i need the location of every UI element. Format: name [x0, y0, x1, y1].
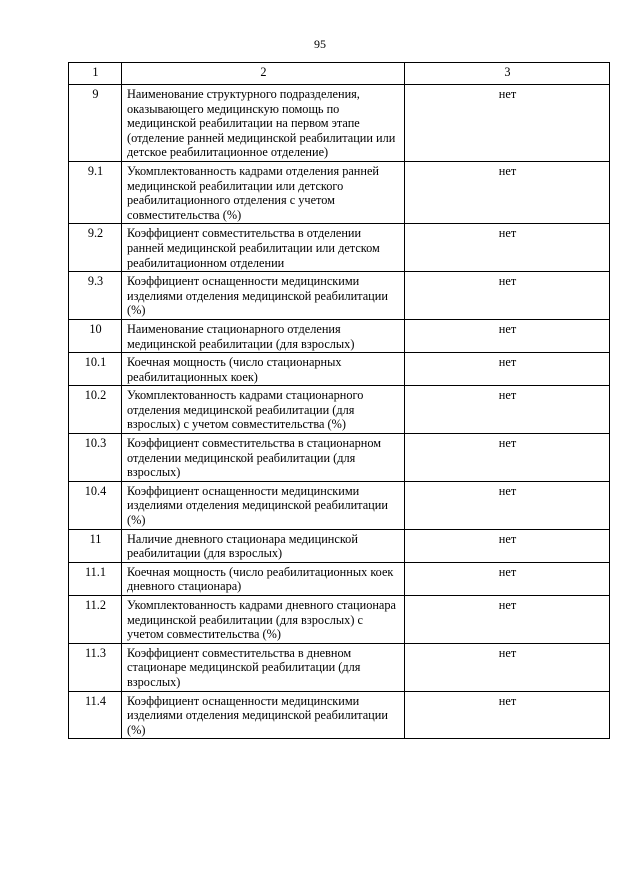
row-value: нет: [405, 434, 610, 482]
row-number: 11.4: [69, 691, 122, 739]
row-number: 10: [69, 319, 122, 352]
row-value: нет: [405, 529, 610, 562]
table-row: [69, 596, 610, 644]
table-row: [69, 643, 610, 691]
row-value: нет: [405, 596, 610, 644]
table-row: [69, 562, 610, 595]
row-number: 9.1: [69, 161, 122, 223]
row-description: Укомплектованность кадрами дневного стационара медицинской реабилитации (для взрослых) с учетом совместительства (%): [122, 596, 405, 644]
row-number: 10.2: [69, 386, 122, 434]
indicator-table: [68, 62, 610, 739]
row-description: Коечная мощность (число реабилитационных коек дневного стационара): [122, 562, 405, 595]
row-value: нет: [405, 562, 610, 595]
row-value: нет: [405, 643, 610, 691]
row-description: Коэффициент совместительства в отделении ранней медицинской реабилитации или детском реабилитационном отделении: [122, 224, 405, 272]
row-value: нет: [405, 481, 610, 529]
row-number: 9.3: [69, 272, 122, 320]
row-number: 11.3: [69, 643, 122, 691]
row-description: Коэффициент оснащенности медицинскими изделиями отделения медицинской реабилитации (%): [122, 481, 405, 529]
row-value: нет: [405, 272, 610, 320]
row-description: Укомплектованность кадрами стационарного отделения медицинской реабилитации (для взрослых) с учетом совместительства (%): [122, 386, 405, 434]
table-row: [69, 529, 610, 562]
row-number: 11: [69, 529, 122, 562]
row-value: нет: [405, 691, 610, 739]
table-header-row: [69, 63, 610, 85]
row-number: 10.4: [69, 481, 122, 529]
row-number: 10.1: [69, 353, 122, 386]
row-number: 10.3: [69, 434, 122, 482]
row-description: Коэффициент совместительства в дневном стационаре медицинской реабилитации (для взрослых): [122, 643, 405, 691]
row-description: Коэффициент оснащенности медицинскими изделиями отделения медицинской реабилитации (%): [122, 272, 405, 320]
row-number: 11.1: [69, 562, 122, 595]
row-description: Укомплектованность кадрами отделения ранней медицинской реабилитации или детского реабилитационного отделения с учетом совместительства (%): [122, 161, 405, 223]
row-description: Наименование структурного подразделения, оказывающего медицинскую помощь по медицинской реабилитации на первом этапе (отделение ранней медицинской реабилитации или детское реабилитационное отделение): [122, 85, 405, 162]
row-description: Коэффициент совместительства в стационарном отделении медицинской реабилитации (для взрослых): [122, 434, 405, 482]
row-value: нет: [405, 353, 610, 386]
row-description: Наличие дневного стационара медицинской реабилитации (для взрослых): [122, 529, 405, 562]
table-row: [69, 224, 610, 272]
table-row: [69, 386, 610, 434]
column-header-number: 1: [69, 63, 122, 85]
row-description: Коечная мощность (число стационарных реабилитационных коек): [122, 353, 405, 386]
row-number: 9: [69, 85, 122, 162]
row-value: нет: [405, 85, 610, 162]
table-row: [69, 353, 610, 386]
row-description: Наименование стационарного отделения медицинской реабилитации (для взрослых): [122, 319, 405, 352]
table-row: [69, 434, 610, 482]
row-number: 9.2: [69, 224, 122, 272]
row-description: Коэффициент оснащенности медицинскими изделиями отделения медицинской реабилитации (%): [122, 691, 405, 739]
table-row: [69, 691, 610, 739]
row-number: 11.2: [69, 596, 122, 644]
row-value: нет: [405, 319, 610, 352]
table-row: [69, 85, 610, 162]
table-row: [69, 161, 610, 223]
row-value: нет: [405, 224, 610, 272]
row-value: нет: [405, 161, 610, 223]
page-number: 95: [314, 37, 326, 51]
column-header-value: 3: [405, 63, 610, 85]
table-row: [69, 319, 610, 352]
table-row: [69, 481, 610, 529]
column-header-description: 2: [122, 63, 405, 85]
row-value: нет: [405, 386, 610, 434]
table-row: [69, 272, 610, 320]
